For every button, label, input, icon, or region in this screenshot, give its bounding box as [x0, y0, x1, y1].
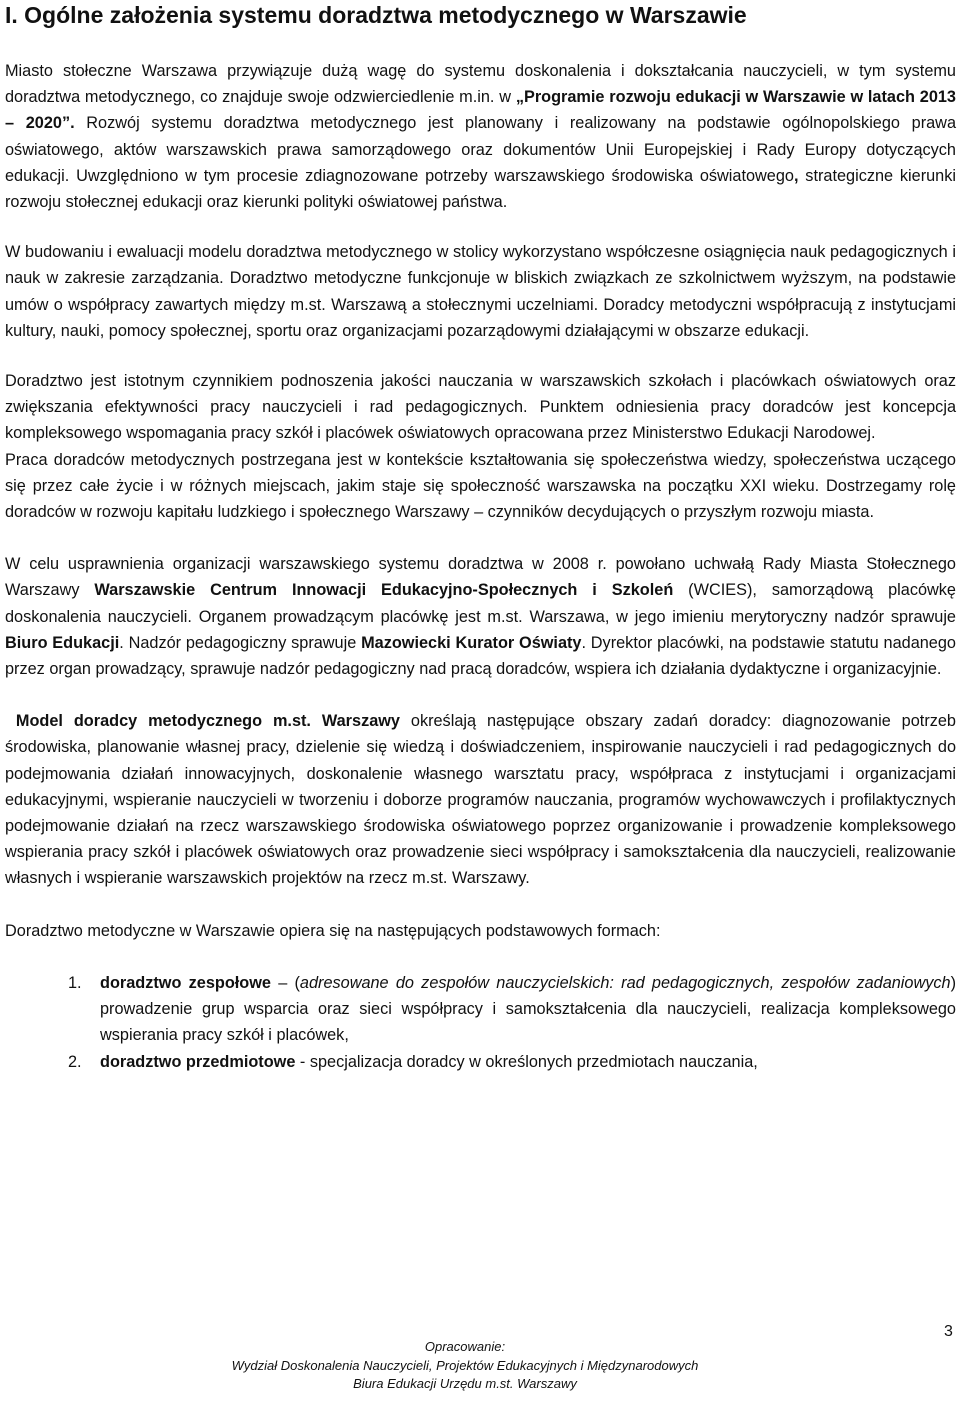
list-item-italic: adresowane do zespołów nauczycielskich: rad pedagogicznych, zespołów zadaniowych — [299, 973, 951, 992]
office-name: Biuro Edukacji — [5, 633, 120, 652]
text-run: Rozwój systemu doradztwa metodycznego jest planowany i realizowany na podstawie ogólnopolskiego prawa oświatowego, aktów warszawskich prawa samorządowego oraz dokumentów Unii Europejskiej i Rady Europy dotyczących edukacji. Uwzględniono w tym procesie zdiagnozowane potrzeby warszawskiego środowiska oświatowego — [5, 114, 956, 185]
list-item — [5, 970, 956, 1049]
curator-name: Mazowiecki Kurator Oświaty — [361, 633, 582, 652]
text-run: . Dyrektor placówki, na podstawie statutu nadanego przez organ prowadzący, sprawuje nadzór pedagogiczny nad pracą doradców, wspiera ich działania dydaktyczne i organizacyjnie. — [5, 633, 956, 679]
text-run: – ( — [270, 973, 300, 992]
page-footer — [0, 1338, 930, 1394]
forms-list — [5, 970, 956, 1075]
list-item — [5, 1049, 956, 1075]
section-heading: I. Ogólne założenia systemu doradztwa metodycznego w Warszawie — [5, 2, 747, 28]
text-run: Miasto stołeczne Warszawa przywiązuje dużą wagę do systemu doskonalenia i dokształcania nauczycieli, w tym systemu doradztwa metodycznego, co znajduje swoje odzwierciedlenie m.in. w — [5, 62, 956, 107]
text-run: strategiczne kierunki rozwoju stołecznej edukacji oraz kierunki polityki oświatowej państwa. — [5, 166, 956, 212]
paragraph-advisor-model — [5, 708, 956, 891]
list-number: 1. — [68, 973, 82, 992]
text-run: określają następujące obszary zadań doradcy: diagnozowanie potrzeb środowiska, planowanie własnej pracy, dzielenie się wiedzą i doświadczeniem, inspirowanie nauczycieli i rad pedagogicznych do podejmowania działań innowacyjnych, doskonalenie własnego warsztatu pracy, współpraca z instytucjami i organizacjami edukacyjnymi, wspieranie nauczycieli w tworzeniu i doborze programów nauczania, programów wychowawczych i profilaktycznych podejmowanie działań na rzecz warszawskiego środowiska oświatowego poprzez organizowanie i prowadzenie kompleksowego wspierania pracy szkół i placówek oświatowych oraz prowadzenie sieci współpracy i samokształcenia dla nauczycieli, realizowanie własnych i wspieranie warszawskich projektów na rzecz m.st. Warszawy. — [5, 712, 956, 888]
institution-name: Warszawskie Centrum Innowacji Edukacyjno-Społecznych i Szkoleń — [94, 581, 674, 600]
text-run: . Nadzór pedagogiczny sprawuje — [119, 633, 362, 652]
list-item-title: doradztwo przedmiotowe — [100, 1052, 296, 1071]
document-body — [5, 58, 956, 1075]
text-run: (WCIES), samorządową placówkę doskonalenia nauczycieli. Organem prowadzącym placówkę jest m.st. Warszawa, w jego imieniu merytoryczny nadzór sprawuje — [5, 581, 956, 626]
footer-line: Wydział Doskonalenia Nauczycieli, Projektów Edukacyjnych i Międzynarodowych — [231, 1357, 699, 1373]
footer-line: Opracowanie: — [424, 1339, 506, 1354]
list-number: 2. — [68, 1052, 82, 1071]
paragraph-society: Praca doradców metodycznych postrzegana jest w kontekście kształtowania się społeczeństwa wiedzy, społeczeństwa uczącego się przez całe życie i w różnych miejscach, jakim staje się społeczność warszawska na początku XXI wieku. Dostrzegamy rolę doradców w rozwoju kapitału ludzkiego i społecznego Warszawy – czynników decydujących o przyszłym rozwoju miasta. — [5, 450, 956, 522]
paragraph-model: W budowaniu i ewaluacji modelu doradztwa metodycznego w stolicy wykorzystano współczesne osiągnięcia nauk pedagogicznych i nauk w zakresie zarządzania. Doradztwo metodyczne funkcjonuje w bliskich związkach ze szkolnictwem wyższym, na podstawie umów o współpracy zawartych między m.st. Warszawą a stołecznymi uczelniami. Doradcy metodyczni współpracują z instytucjami kultury, nauki, pomocy społecznej, sportu oraz organizacjami pozarządowymi działającymi w obszarze edukacji. — [5, 243, 956, 340]
paragraph-wcies — [5, 551, 956, 682]
list-item-title: doradztwo zespołowe — [100, 973, 271, 992]
program-title: „Programie rozwoju edukacji w Warszawie w latach 2013 – 2020”. — [5, 88, 956, 133]
footer-line: Biura Edukacji Urzędu m.st. Warszawy — [353, 1376, 577, 1391]
paragraph-forms-intro: Doradztwo metodyczne w Warszawie opiera się na następujących podstawowych formach: — [5, 921, 661, 940]
page-number: 3 — [944, 1323, 953, 1340]
text-run: ) prowadzenie grup wsparcia oraz sieci współpracy i samokształcenia dla nauczycieli, realizacja kompleksowego wspierania pracy szkół i placówek, — [100, 973, 956, 1045]
bold-comma: , — [793, 166, 799, 185]
paragraph-intro — [5, 58, 956, 215]
text-run: W celu usprawnienia organizacji warszawskiego systemu doradztwa w 2008 r. powołano uchwałą Rady Miasta Stołecznego Warszawy — [5, 555, 956, 600]
paragraph-quality: Doradztwo jest istotnym czynnikiem podnoszenia jakości nauczania w warszawskich szkołach i placówkach oświatowych oraz zwiększania efektywności pracy nauczycieli i rad pedagogicznych. Punktem odniesienia pracy doradców jest koncepcja kompleksowego wspomagania pracy szkół i placówek oświatowych opracowana przez Ministerstwo Edukacji Narodowej. — [5, 372, 956, 443]
advisor-model-title: Model doradcy metodycznego m.st. Warszawy — [15, 712, 400, 731]
text-run: - specjalizacja doradcy w określonych przedmiotach nauczania, — [295, 1052, 758, 1071]
